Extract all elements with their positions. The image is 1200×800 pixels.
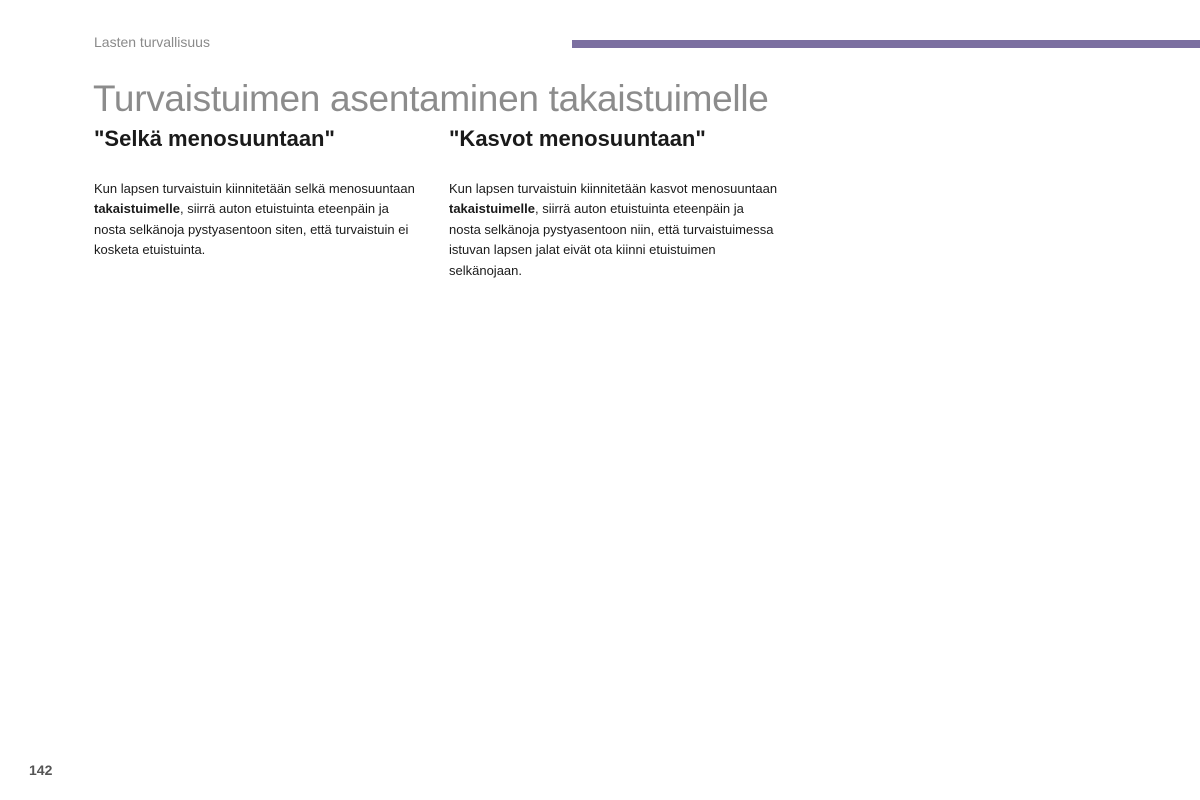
- page-number: 142: [29, 762, 53, 778]
- section-body: [94, 179, 424, 261]
- section-rear-facing: [94, 126, 424, 261]
- running-head: Lasten turvallisuus: [94, 34, 210, 50]
- section-forward-facing: [449, 126, 779, 281]
- body-text-bold: takaistuimelle: [449, 201, 535, 217]
- section-heading: "Selkä menosuuntaan": [94, 126, 335, 151]
- page-title: Turvaistuimen asentaminen takaistuimelle: [93, 78, 769, 119]
- body-text-end: , siirrä auton etuistuinta eteenpäin ja nosta selkänoja pystyasentoon niin, että turvaistuimessa istuvan lapsen jalat eivät ota kiinni etuistuimen selkänojaan.: [449, 201, 774, 278]
- section-heading: "Kasvot menosuuntaan": [449, 126, 706, 151]
- section-body: [449, 179, 779, 281]
- body-text-start: Kun lapsen turvaistuin kiinnitetään selkä menosuuntaan: [94, 181, 415, 196]
- body-text-start: Kun lapsen turvaistuin kiinnitetään kasvot menosuuntaan: [449, 181, 778, 196]
- body-text-end: , siirrä auton etuistuinta eteenpäin ja nosta selkänoja pystyasentoon siten, että turvaistuin ei kosketa etuistuinta.: [94, 201, 409, 258]
- body-text-bold: takaistuimelle: [94, 201, 180, 217]
- header-accent-bar: [572, 40, 1200, 48]
